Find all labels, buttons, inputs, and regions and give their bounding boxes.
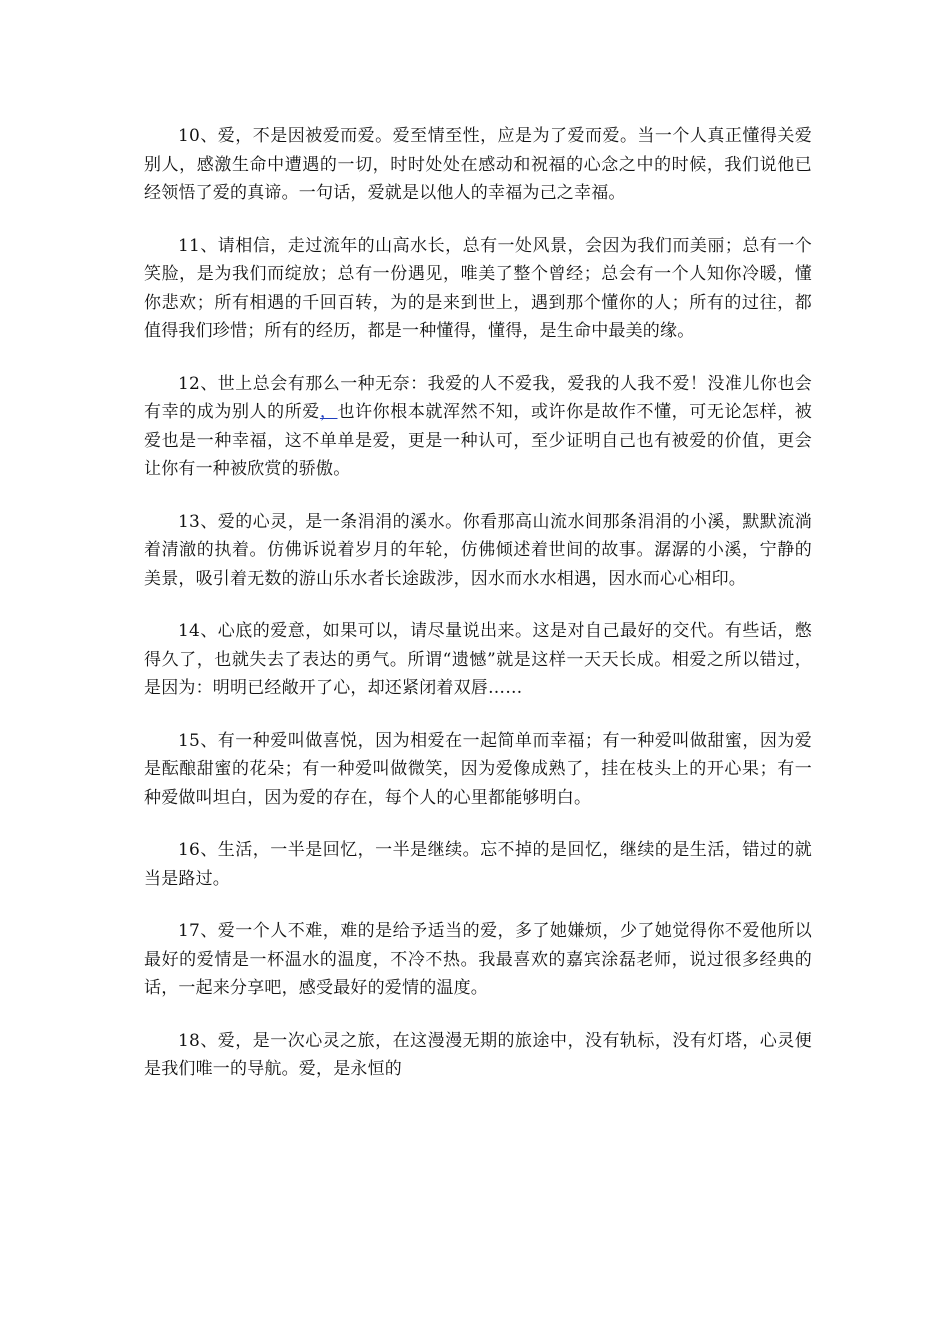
- paragraph-12-text-before: 12、世上总会有那么一种无奈：我爱的人不爱我，爱我的人我不爱！没准儿你也会有幸的成为别人的所爱: [144, 373, 812, 422]
- paragraph-13: 13、爱的心灵，是一条涓涓的溪水。你看那高山流水间那条涓涓的小溪，默默流淌着清澈的执着。仿佛诉说着岁月的年轮，仿佛倾述着世间的故事。潺潺的小溪，宁静的美景，吸引着无数的游山乐水者长途跋涉，因水而水水相遇，因水而心心相印。: [144, 511, 812, 589]
- paragraph-12-link[interactable]: ，: [319, 402, 338, 422]
- paragraph-17: 17、爱一个人不难，难的是给予适当的爱，多了她嫌烦，少了她觉得你不爱他所以最好的爱情是一杯温水的温度，不冷不热。我最喜欢的嘉宾涂磊老师，说过很多经典的话，一起来分享吧，感受最好的爱情的温度。: [144, 921, 812, 998]
- paragraph-12: [144, 370, 812, 484]
- paragraph-11: 11、请相信，走过流年的山高水长，总有一处风景，会因为我们而美丽；总有一个笑脸，是为我们而绽放；总有一份遇见，唯美了整个曾经；总会有一个人知你冷暖，懂你悲欢；所有相遇的千回百转，为的是来到世上，遇到那个懂你的人；所有的过往，都值得我们珍惜；所有的经历，都是一种懂得，懂得，是生命中最美的缘。: [144, 235, 812, 341]
- paragraph-16: 16、生活，一半是回忆，一半是继续。忘不掉的是回忆，继续的是生活，错过的就当是路过。: [144, 840, 812, 889]
- paragraph-10: 10、爱，不是因被爱而爱。爱至情至性，应是为了爱而爱。当一个人真正懂得关爱别人，感激生命中遭遇的一切，时时处处在感动和祝福的心念之中的时候，我们说他已经领悟了爱的真谛。一句话，爱就是以他人的幸福为己之幸福。: [144, 126, 812, 203]
- paragraph-14: 14、心底的爱意，如果可以，请尽量说出来。这是对自己最好的交代。有些话，憋得久了，也就失去了表达的勇气。所谓“遗憾”就是这样一天天长成。相爱之所以错过，是因为：明明已经敞开了心，却还紧闭着双唇……: [144, 621, 812, 698]
- paragraph-12-text-after: 也许你根本就浑然不知，或许你是故作不懂，可无论怎样，被爱也是一种幸福，这不单单是爱，更是一种认可，至少证明自己也有被爱的价值，更会让你有一种被欣赏的骄傲。: [144, 402, 812, 479]
- paragraph-15: 15、有一种爱叫做喜悦，因为相爱在一起简单而幸福；有一种爱叫做甜蜜，因为爱是酝酿甜蜜的花朵；有一种爱叫做微笑，因为爱像成熟了，挂在枝头上的开心果；有一种爱做叫坦白，因为爱的存在，每个人的心里都能够明白。: [144, 730, 812, 808]
- paragraph-18: 18、爱，是一次心灵之旅，在这漫漫无期的旅途中，没有轨标，没有灯塔，心灵便是我们唯一的导航。爱，是永恒的: [144, 1030, 812, 1079]
- document-body: [144, 122, 812, 1108]
